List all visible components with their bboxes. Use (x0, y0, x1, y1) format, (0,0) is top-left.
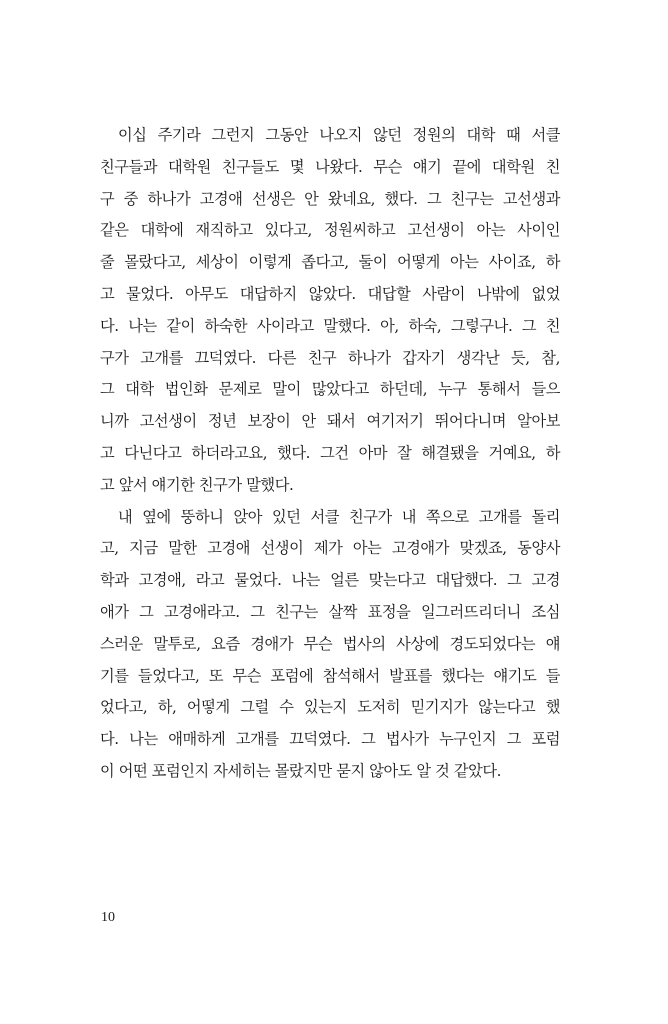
text-line: 그 대학 법인화 문제로 말이 많았다고 하던데, 누구 통해서 들으 (100, 380, 560, 399)
text-line: 애가 그 고경애라고. 그 친구는 살짝 표정을 일그러뜨리더니 조심 (100, 602, 560, 621)
text-line: 기를 들었다고, 또 무슨 포럼에 참석해서 발표를 했다는 얘기도 들 (100, 666, 560, 685)
text-line: 었다고, 하, 어떻게 그럴 수 있는지 도저히 믿기지가 않는다고 했 (100, 698, 560, 717)
text-line: 고 물었다. 아무도 대답하지 않았다. 대답할 사람이 나밖에 없었 (100, 284, 560, 303)
page-number: 10 (101, 910, 115, 925)
text-line: 구가 고개를 끄덕였다. 다른 친구 하나가 갑자기 생각난 듯, 참, (100, 348, 560, 367)
text-line: 다. 나는 애매하게 고개를 끄덕였다. 그 법사가 누구인지 그 포럼 (100, 730, 560, 749)
text-line: 이십 주기라 그런지 그동안 나오지 않던 정원의 대학 때 서클 (118, 126, 560, 144)
text-line: 친구들과 대학원 친구들도 몇 나왔다. 무슨 얘기 끝에 대학원 친 (100, 157, 560, 176)
text-line: 내 옆에 뚱하니 앉아 있던 서클 친구가 내 쪽으로 고개를 돌리 (118, 507, 560, 526)
text-line: 구 중 하나가 고경애 선생은 안 왔네요, 했다. 그 친구는 고선생과 (100, 189, 560, 208)
paragraph-1 (100, 120, 560, 502)
body-text (100, 120, 560, 788)
text-line: 이 어떤 포럼인지 자세히는 몰랐지만 묻지 않아도 알 것 같았다. (100, 761, 502, 780)
text-line: 니까 고선생이 정년 보장이 안 돼서 여기저기 뛰어다니며 알아보 (100, 412, 560, 431)
text-line: 스러운 말투로, 요즘 경애가 무슨 법사의 사상에 경도되었다는 얘 (100, 634, 560, 653)
text-line: 줄 몰랐다고, 세상이 이렇게 좁다고, 둘이 어떻게 아는 사이죠, 하 (100, 253, 560, 272)
text-line: 고, 지금 말한 고경애 선생이 제가 아는 고경애가 맞겠죠, 동양사 (100, 539, 560, 558)
text-line: 학과 고경애, 라고 물었다. 나는 얼른 맞는다고 대답했다. 그 고경 (100, 571, 560, 590)
text-line: 고 앞서 얘기한 친구가 말했다. (100, 475, 294, 494)
text-line: 같은 대학에 재직하고 있다고, 정원씨하고 고선생이 아는 사이인 (100, 221, 560, 240)
paragraph-2 (100, 502, 560, 788)
text-line: 고 다닌다고 하더라고요, 했다. 그건 아마 잘 해결됐을 거예요, 하 (100, 443, 560, 462)
text-line: 다. 나는 같이 하숙한 사이라고 말했다. 아, 하숙, 그렇구나. 그 친 (100, 316, 560, 335)
